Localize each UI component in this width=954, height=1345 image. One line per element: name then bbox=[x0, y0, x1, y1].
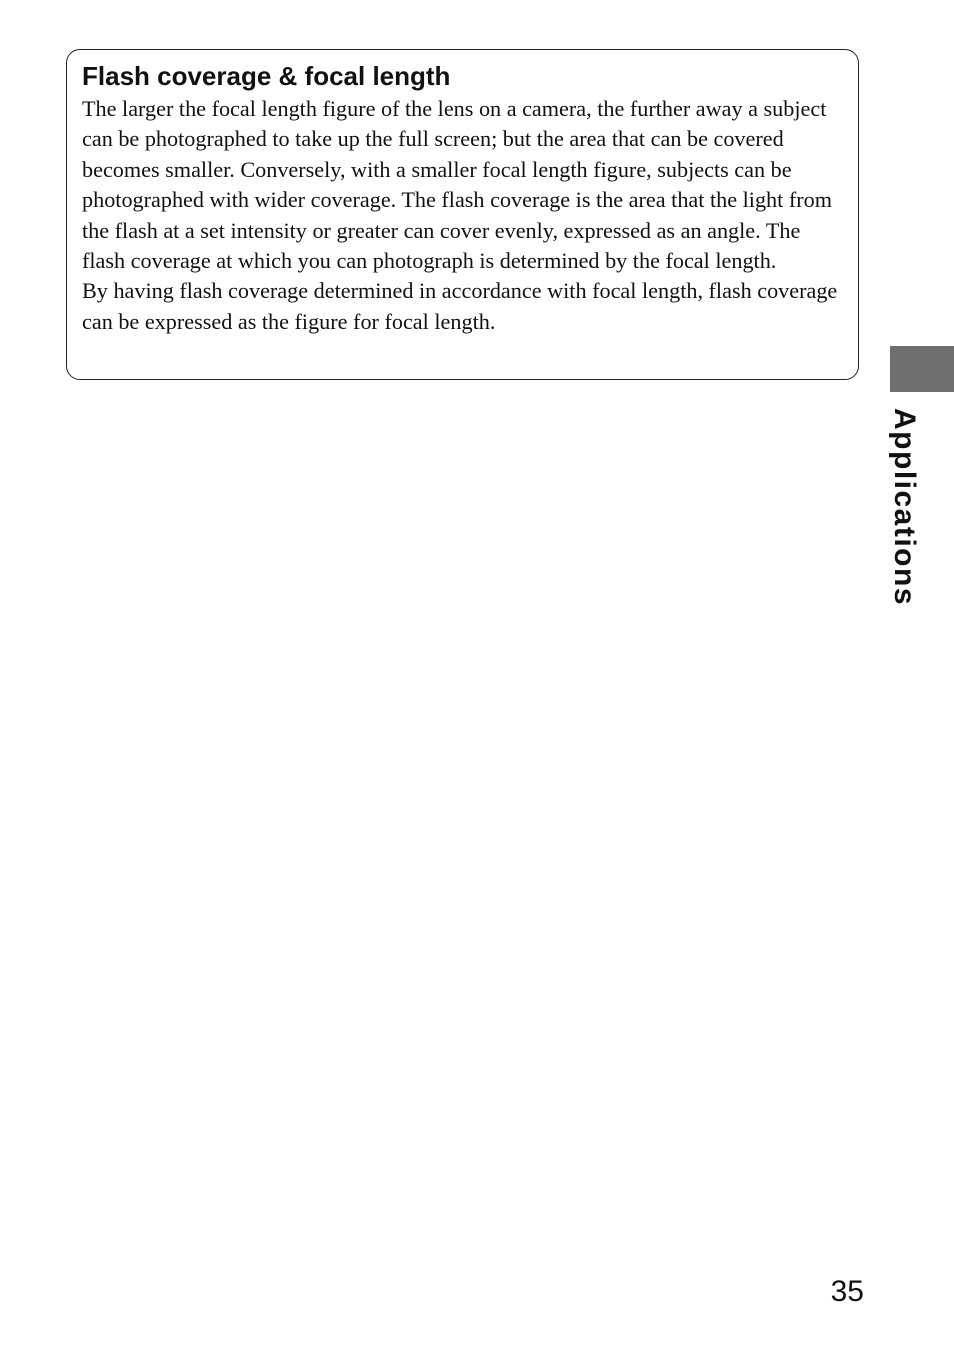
note-paragraph: By having flash coverage determined in accordance with focal length, flash coverage can be expressed as the figure for focal length. bbox=[82, 278, 838, 334]
section-tab-marker bbox=[890, 346, 954, 392]
note-body bbox=[82, 94, 840, 337]
note-paragraph: The larger the focal length figure of the lens on a camera, the further away a subject can be photographed to take up the full screen; but the area that can be covered becomes smaller. Conversely, with a smaller focal length figure, subjects can be photographed with wider coverage. The flash coverage is the area that the light from the flash at a set intensity or greater can cover evenly, expressed as an angle. The flash coverage at which you can photograph is determined by the focal length. bbox=[82, 96, 832, 274]
section-tab-label: Applications bbox=[888, 408, 921, 607]
note-title: Flash coverage & focal length bbox=[82, 61, 451, 91]
page-number: 35 bbox=[830, 1275, 864, 1308]
note-box bbox=[66, 49, 859, 380]
